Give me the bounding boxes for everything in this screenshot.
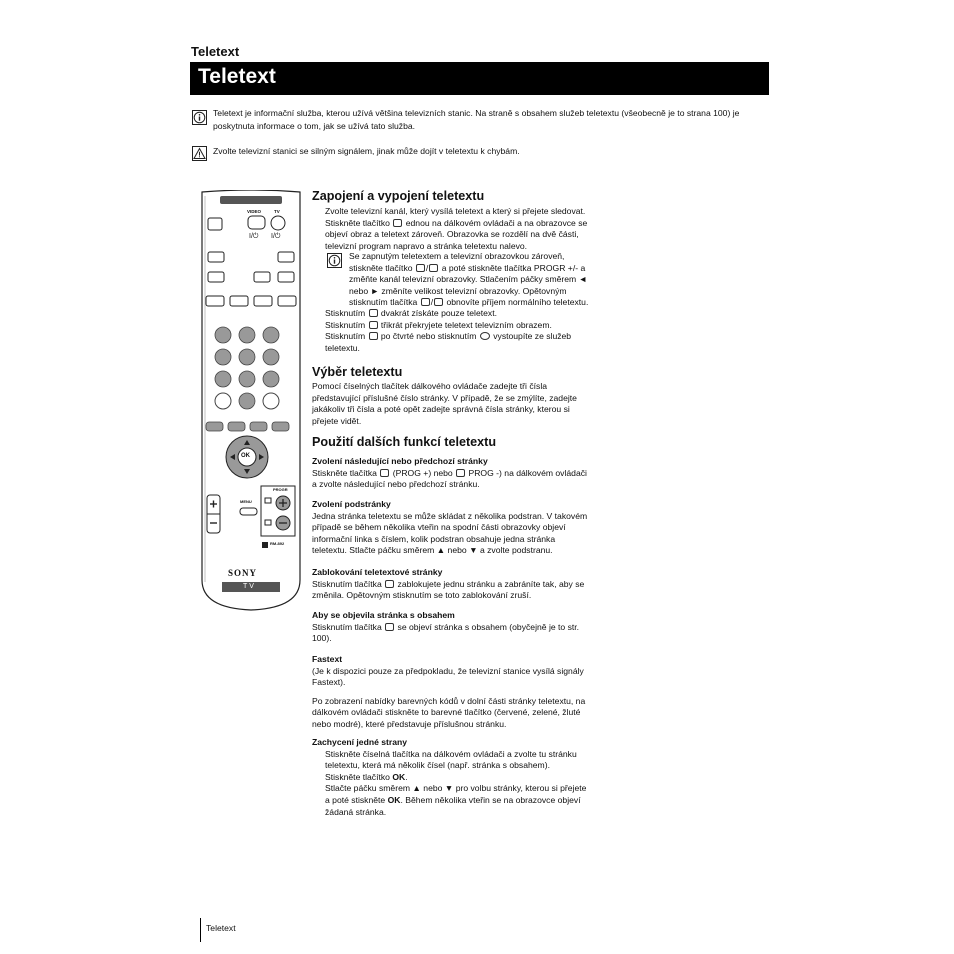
remote-menu-label: MENU: [240, 499, 252, 504]
subsection-hold: Zablokování teletextové stránky Stisknutím tlačítka zablokujete jednu stránku a zabráníte tak, aby se změnila. Opětovným stisknutím se toto zablokování zruší.: [312, 567, 585, 601]
section-label: Teletext: [191, 44, 240, 59]
subsection-next-prev: Zvolení následující nebo předchozí stránky Stiskněte tlačítka (PROG +) nebo PROG -) na dálkovém ovládači a zvolte následující nebo předchozí stránku.: [312, 456, 587, 490]
title-bar: [190, 62, 769, 95]
remote-model-label: RM-892: [270, 541, 285, 546]
remote-control-illustration: [196, 190, 306, 612]
info-icon: [192, 110, 207, 125]
info-note: Teletext je informační služba, kterou užívá většina televizních stanic. Na straně s obsahem služeb teletextu (všeobecně je to strana 100) je poskytnuta informace o tom, jak se užívá tato služba.: [213, 108, 740, 131]
teletext-button-icon-4: [369, 332, 378, 340]
split-screen-icon-3: [421, 298, 430, 306]
prog-plus-icon: [380, 469, 389, 477]
remote-tv-badge: TV: [243, 583, 256, 590]
heading-zapojeni: Zapojení a vypojení teletextu: [312, 189, 485, 203]
warning-note: Zvolte televizní stanici se silným signálem, jinak může dojít v teletextu k chybám.: [213, 146, 520, 156]
remote-ok-label: OK: [241, 453, 250, 459]
remote-progr-label: PROGR: [273, 487, 288, 492]
split-screen-icon-4: [434, 298, 443, 306]
info-icon-2: [327, 253, 342, 268]
heading-dalsi-funkce: Použití dalších funkcí teletextu: [312, 435, 497, 449]
subsection-index: Aby se objevila stránka s obsahem Stisknutím tlačítka se objeví stránka s obsahem (obyčejně je to str. 100).: [312, 610, 580, 644]
split-screen-icon: [416, 264, 425, 272]
footer-label: Teletext: [206, 923, 236, 933]
tv-button-icon: [480, 332, 490, 340]
section2-body: Pomocí číselných tlačítek dálkového ovládače zadejte tři čísla představující příslušné číslo stránky. V případě, že se zmýlíte, zadejte jakákoliv tři čísla a poté opět zadejte správná čísla stránky, kterou si přejete vidět.: [312, 381, 577, 426]
remote-power-label-1: I/⏻: [249, 233, 259, 240]
page-title: Teletext: [198, 65, 276, 88]
index-icon: [385, 623, 394, 631]
section1-note: Se zapnutým teletextem a televizní obrazovkou zároveň, stiskněte tlačítko / a poté stiskněte tlačítka PROGR +/- a změňte kanál televizní obrazovky. Stlačením páčky směrem ◄ nebo ► změníte velikost televizní obrazovky. Opětovným stisknutím tlačítka / obnovíte příjem normálního teletextu.: [349, 251, 589, 308]
remote-video-label: VIDEO: [247, 209, 262, 214]
teletext-button-icon-2: [369, 309, 378, 317]
subsection-fastext: Fastext (Je k dispozici pouze za předpokladu, že televizní stanice vysílá signály Fastext). Po zobrazení nabídky barevných kódů v dolní části stránky teletextu, na dálkovém ovládači stiskněte to barevné tlačítko (červené, zelené, žluté nebo modré), které představuje příslušnou stránku.: [312, 654, 586, 729]
section1-steps: Stisknutím dvakrát získáte pouze teletext. Stisknutím třikrát překryjete teletext televizním obrazem. Stisknutím po čtvrté nebo stisknutím vystoupíte ze služeb teletextu.: [325, 308, 572, 353]
teletext-button-icon-3: [369, 321, 378, 329]
section1-body: Zvolte televizní kanál, který vysílá teletext a který si přejete sledovat. Stiskněte tlačítko ednou na dálkovém ovládači a na obrazovce se objeví obraz a teletext zároveň. Obrazovka se rozdělí na dvě části, televizní program napravo a stránka teletextu nalevo.: [325, 206, 588, 251]
teletext-button-icon: [393, 219, 402, 227]
remote-tv-label: TV: [274, 209, 280, 214]
subsection-capture: Zachycení jedné strany Stiskněte číselná tlačítka na dálkovém ovládači a zvolte tu stránku teletextu, která má několik čísel (např. stránka s obsahem). Stiskněte tlačítko OK. Stlačte páčku směrem ▲ nebo ▼ pro volbu stránky, kterou si přejete a poté stiskněte OK. Během několika vteřin se na obrazovce objeví žádaná stránka.: [312, 737, 587, 817]
prog-minus-icon: [456, 469, 465, 477]
hold-icon: [385, 580, 394, 588]
subsection-subpage: Zvolení podstránky Jedna stránka teletextu se může skládat z několika podstran. V takovém případě se během několika vteřin na spodní části obrazovky objeví informační linka s číslem, kolik podstran obsahuje jedna stránka teletextu. Stlačte páčku směrem ▲ nebo ▼ a zvolte podstranu.: [312, 499, 588, 556]
remote-power-label-2: I/⏻: [271, 233, 281, 240]
footer-divider: [200, 918, 201, 942]
remote-brand-logo: SONY: [228, 568, 258, 578]
heading-vyber: Výběr teletextu: [312, 365, 403, 379]
warning-icon: [192, 146, 207, 161]
split-screen-icon-2: [429, 264, 438, 272]
